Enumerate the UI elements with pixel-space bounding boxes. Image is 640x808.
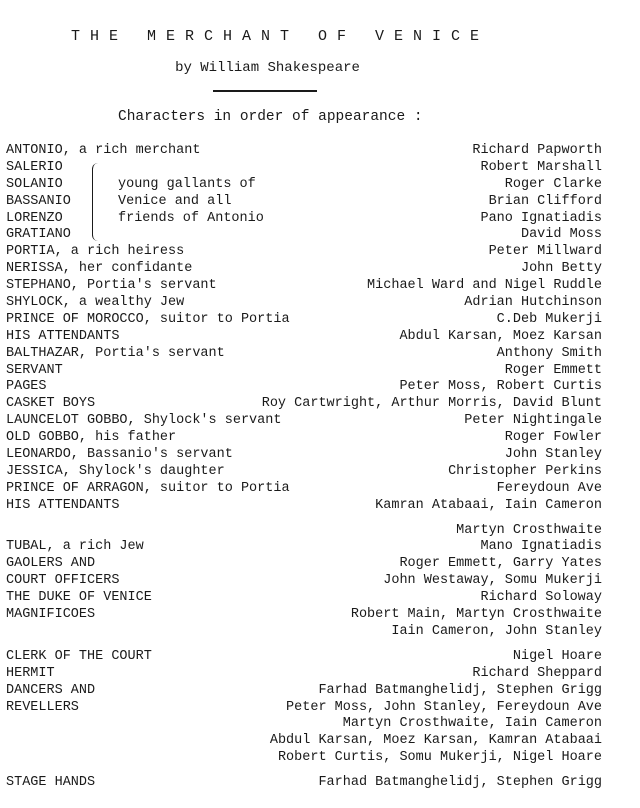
- actor-name: C.Deb Mukerji: [496, 311, 602, 327]
- actor-name: Nigel Hoare: [512, 648, 602, 664]
- role-name: MAGNIFICOES: [6, 607, 96, 623]
- cast-row: [0, 649, 640, 666]
- role-name: HIS ATTENDANTS: [6, 497, 120, 513]
- role-name: COURT OFFICERS: [6, 573, 120, 589]
- role-name: CASKET BOYS: [6, 396, 96, 412]
- cast-row: [0, 464, 640, 481]
- actor-name: Peter Nightingale: [464, 413, 602, 429]
- cast-row: [0, 666, 640, 683]
- cast-row: [0, 733, 640, 750]
- actor-name: Farhad Batmanghelidj, Stephen Grigg: [318, 775, 602, 791]
- cast-row: [0, 750, 640, 767]
- author-byline: by William Shakespeare: [175, 60, 360, 76]
- actor-name: Martyn Crosthwaite: [456, 522, 602, 538]
- brace-note-line: young gallants of: [118, 176, 256, 192]
- cast-row: [0, 396, 640, 413]
- cast-row: [0, 590, 640, 607]
- actor-name: Kamran Atabaai, Iain Cameron: [375, 497, 602, 513]
- actor-name: Robert Main, Martyn Crosthwaite: [350, 607, 602, 623]
- cast-row: [0, 523, 640, 540]
- cast-row: [0, 143, 640, 160]
- cast-row: [0, 683, 640, 700]
- role-name: HERMIT: [6, 665, 55, 681]
- actor-name: Robert Marshall: [480, 159, 602, 175]
- role-name: SOLANIO: [6, 176, 63, 192]
- cast-row: [0, 481, 640, 498]
- actor-name: Michael Ward and Nigel Ruddle: [367, 278, 602, 294]
- actor-name: Robert Curtis, Somu Mukerji, Nigel Hoare: [277, 750, 602, 766]
- role-name: SHYLOCK, a wealthy Jew: [6, 295, 185, 311]
- actor-name: Richard Soloway: [480, 590, 602, 606]
- actor-name: Roger Clarke: [504, 176, 602, 192]
- actor-name: Mano Ignatiadis: [480, 539, 602, 555]
- role-name: CLERK OF THE COURT: [6, 648, 152, 664]
- cast-row: [0, 430, 640, 447]
- role-name: ANTONIO, a rich merchant: [6, 143, 201, 158]
- role-name: JESSICA, Shylock's daughter: [6, 463, 225, 479]
- role-name: SALERIO: [6, 159, 63, 175]
- actor-name: Peter Millward: [488, 244, 602, 260]
- cast-list: [0, 143, 640, 792]
- cast-row: [0, 413, 640, 430]
- role-name: THE DUKE OF VENICE: [6, 590, 152, 606]
- role-name: GRATIANO: [6, 227, 71, 243]
- actor-name: Martyn Crosthwaite, Iain Cameron: [342, 716, 602, 732]
- cast-row: [0, 379, 640, 396]
- cast-row: [0, 700, 640, 717]
- cast-row: [0, 346, 640, 363]
- actor-name: John Stanley: [504, 447, 602, 463]
- cast-row: [0, 244, 640, 261]
- cast-row: [0, 624, 640, 641]
- cast-row: [0, 775, 640, 792]
- cast-row: [0, 716, 640, 733]
- role-name: OLD GOBBO, his father: [6, 430, 177, 446]
- role-name: BALTHAZAR, Portia's servant: [6, 345, 225, 361]
- actor-name: John Betty: [520, 261, 602, 277]
- role-name: HIS ATTENDANTS: [6, 328, 120, 344]
- play-title: THE MERCHANT OF VENICE: [70, 28, 490, 45]
- cast-row: [0, 498, 640, 515]
- cast-row: [0, 573, 640, 590]
- actor-name: Roger Emmett: [504, 362, 602, 378]
- role-name: REVELLERS: [6, 699, 79, 715]
- actor-name: Anthony Smith: [496, 345, 602, 361]
- cast-row: [0, 261, 640, 278]
- actor-name: Roy Cartwright, Arthur Morris, David Blunt: [261, 396, 602, 412]
- role-name: PORTIA, a rich heiress: [6, 244, 185, 260]
- role-name: STEPHANO, Portia's servant: [6, 278, 217, 294]
- cast-row: [0, 312, 640, 329]
- actor-name: John Westaway, Somu Mukerji: [383, 573, 602, 589]
- role-name: LORENZO: [6, 210, 63, 226]
- actor-name: Abdul Karsan, Moez Karsan: [399, 328, 602, 344]
- actor-name: David Moss: [520, 227, 602, 243]
- role-name: GAOLERS AND: [6, 556, 96, 572]
- role-name: PAGES: [6, 379, 47, 395]
- role-name: DANCERS AND: [6, 682, 96, 698]
- brace-note-line: Venice and all: [118, 193, 232, 209]
- cast-row: [0, 607, 640, 624]
- actor-name: Peter Moss, John Stanley, Fereydoun Ave: [286, 699, 602, 715]
- cast-row: [0, 329, 640, 346]
- role-name: SERVANT: [6, 362, 63, 378]
- role-name: TUBAL, a rich Jew: [6, 539, 144, 555]
- cast-row: [0, 539, 640, 556]
- actor-name: Iain Cameron, John Stanley: [391, 623, 602, 639]
- actor-name: Fereydoun Ave: [496, 480, 602, 496]
- role-name: PRINCE OF ARRAGON, suitor to Portia: [6, 480, 290, 496]
- cast-row: [0, 278, 640, 295]
- cast-row: [0, 556, 640, 573]
- actor-name: Pano Ignatiadis: [480, 210, 602, 226]
- role-name: LEONARDO, Bassanio's servant: [6, 447, 233, 463]
- gallants-brace: [92, 163, 103, 242]
- role-name: PRINCE OF MOROCCO, suitor to Portia: [6, 311, 290, 327]
- actor-name: Richard Sheppard: [472, 665, 602, 681]
- role-name: STAGE HANDS: [6, 775, 96, 791]
- actor-name: Brian Clifford: [488, 193, 602, 209]
- actor-name: Adrian Hutchinson: [464, 295, 602, 311]
- cast-row: [0, 295, 640, 312]
- role-name: NERISSA, her confidante: [6, 261, 193, 277]
- role-name: BASSANIO: [6, 193, 71, 209]
- title-rule: [213, 90, 317, 92]
- actor-name: Peter Moss, Robert Curtis: [399, 379, 602, 395]
- cast-heading: Characters in order of appearance :: [118, 109, 423, 125]
- role-name: LAUNCELOT GOBBO, Shylock's servant: [6, 413, 282, 429]
- brace-note-line: friends of Antonio: [118, 210, 264, 226]
- actor-name: Christopher Perkins: [448, 463, 602, 479]
- actor-name: Richard Papworth: [472, 143, 602, 158]
- actor-name: Abdul Karsan, Moez Karsan, Kamran Atabaai: [269, 733, 602, 749]
- actor-name: Roger Emmett, Garry Yates: [399, 556, 602, 572]
- actor-name: Farhad Batmanghelidj, Stephen Grigg: [318, 682, 602, 698]
- actor-name: Roger Fowler: [504, 430, 602, 446]
- cast-row: [0, 363, 640, 380]
- cast-row: [0, 447, 640, 464]
